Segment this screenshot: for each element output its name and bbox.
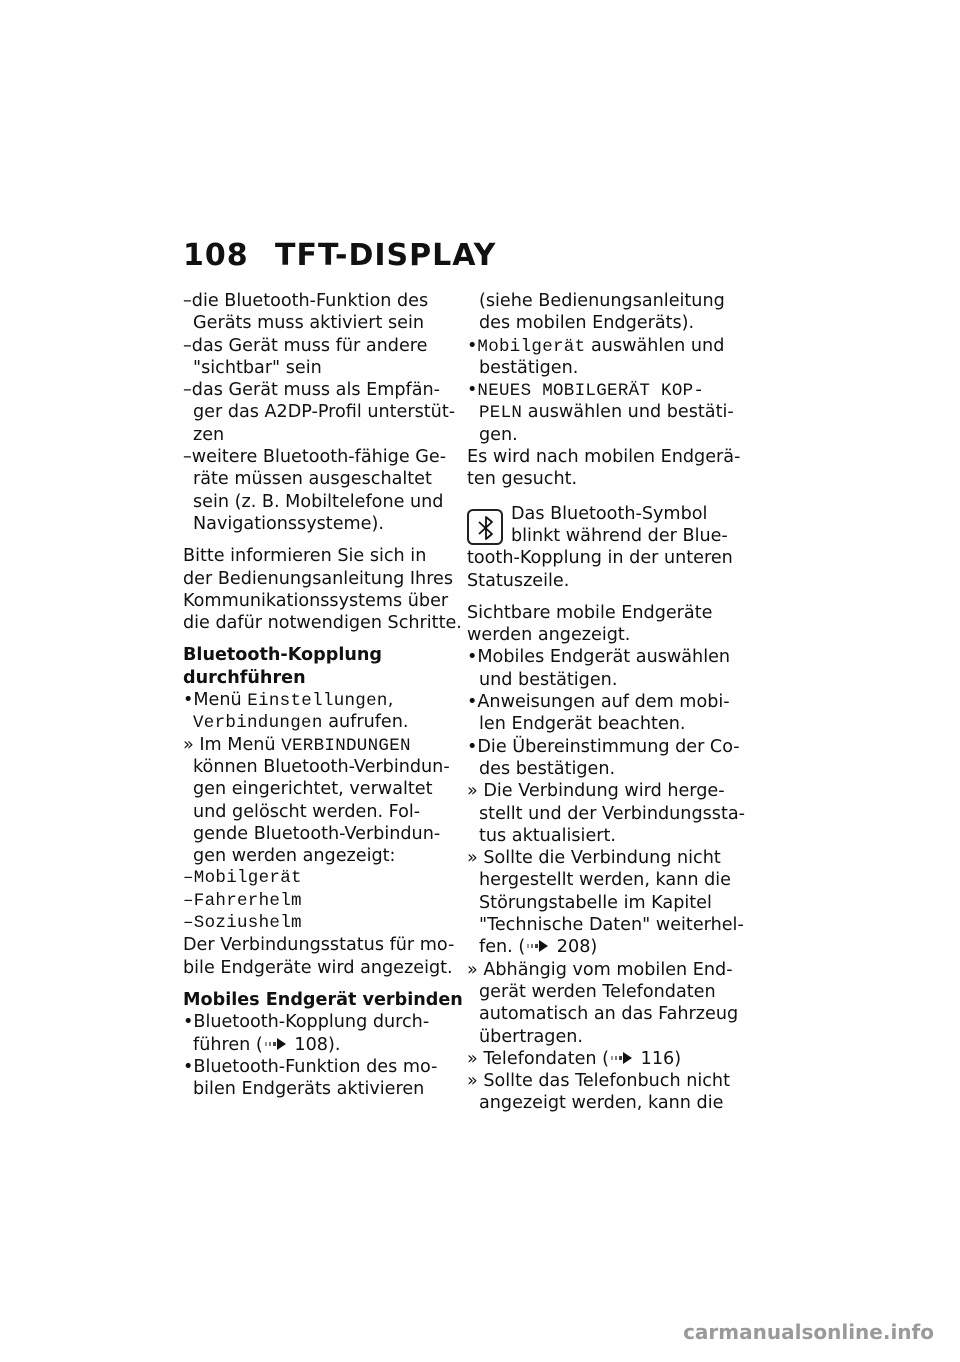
menu-option: –Mobilgerät xyxy=(183,868,302,889)
bluetooth-icon xyxy=(467,509,503,545)
result-text: » Im Menü xyxy=(183,734,282,755)
list-item: –das Gerät muss für andere xyxy=(183,335,428,356)
list-item: (siehe Bedienungsanleitung xyxy=(479,291,725,311)
list-item: » Abhängig vom mobilen End- xyxy=(467,959,733,980)
left-column xyxy=(183,290,463,1100)
paragraph-line: Sichtbare mobile Endgeräte xyxy=(467,602,713,623)
list-item: –die Bluetooth-Funktion des xyxy=(183,291,429,311)
arrow-right-icon xyxy=(611,1048,633,1070)
list-item xyxy=(467,1048,747,1070)
list-item: bestätigen. xyxy=(479,357,579,378)
menu-label: PELN xyxy=(479,403,523,424)
list-item: len Endgerät beachten. xyxy=(479,714,686,735)
list-item: und gelöscht werden. Fol- xyxy=(193,801,421,822)
section-heading: Bluetooth-Kopplung xyxy=(183,645,382,666)
page-number: 108 xyxy=(183,238,249,273)
list-item: –das Gerät muss als Empfän- xyxy=(183,380,441,401)
list-item: bilen Endgeräts aktivieren xyxy=(193,1079,425,1100)
list-item: des mobilen Endgeräts). xyxy=(479,313,695,334)
paragraph-line: Der Verbindungsstatus für mo- xyxy=(183,935,455,956)
page-reference: 108). xyxy=(288,1034,341,1055)
list-item: gende Bluetooth-Verbindun- xyxy=(193,823,441,844)
list-item: » Sollte die Verbindung nicht xyxy=(467,848,721,869)
list-item: sein (z. B. Mobiltelefone und xyxy=(193,491,444,512)
list-item: räte müssen ausgeschaltet xyxy=(193,469,432,490)
paragraph-line: werden angezeigt. xyxy=(467,625,631,646)
list-item: gen werden angezeigt: xyxy=(193,846,396,867)
menu-label: Verbindungen xyxy=(193,713,323,734)
list-item xyxy=(183,711,463,733)
page-title: TFT-DISPLAY xyxy=(275,238,497,273)
section-heading: durchführen xyxy=(183,667,306,688)
list-item xyxy=(183,734,463,756)
list-item: zen xyxy=(193,424,225,445)
list-item xyxy=(467,379,747,401)
list-item xyxy=(183,689,463,711)
paragraph-line: die dafür notwendigen Schritte. xyxy=(183,613,462,634)
list-item: angezeigt werden, kann die xyxy=(479,1093,724,1114)
paragraph-line: blinkt während der Blue- xyxy=(511,525,728,546)
paragraph-line: tooth-Kopplung in der unteren xyxy=(467,548,733,569)
bullet-text: aufrufen. xyxy=(322,712,409,733)
bullet-text: auswählen und bestäti- xyxy=(522,402,734,423)
list-item: gen. xyxy=(479,424,518,445)
list-item: ger das A2DP-Profil unterstüt- xyxy=(193,402,456,423)
list-item xyxy=(467,335,747,357)
list-item: stellt und der Verbindungssta- xyxy=(479,803,745,824)
right-column xyxy=(467,290,747,1115)
list-item: •Die Übereinstimmung der Co- xyxy=(467,736,740,757)
list-item: •Bluetooth-Funktion des mo- xyxy=(183,1056,438,1077)
bluetooth-note xyxy=(467,503,747,525)
list-item xyxy=(467,936,747,958)
list-item: •Bluetooth-Kopplung durch- xyxy=(183,1012,430,1033)
arrow-right-icon xyxy=(527,936,549,958)
list-item: » Sollte das Telefonbuch nicht xyxy=(467,1071,730,1092)
menu-option: –Soziushelm xyxy=(183,913,302,934)
bullet: • xyxy=(467,380,478,401)
paragraph-line: bile Endgeräte wird angezeigt. xyxy=(183,957,453,978)
bullet-text: •Menü xyxy=(183,690,248,711)
page-reference: 116) xyxy=(635,1048,682,1069)
list-item: "sichtbar" sein xyxy=(193,357,322,378)
list-item: des bestätigen. xyxy=(479,758,616,779)
paragraph-line: Es wird nach mobilen Endgerä- xyxy=(467,447,741,468)
list-item: gerät werden Telefondaten xyxy=(479,981,716,1002)
paragraph-line: Statuszeile. xyxy=(467,570,570,591)
bullet-text: führen ( xyxy=(193,1034,263,1055)
list-item: übertragen. xyxy=(479,1026,584,1047)
list-item: » Die Verbindung wird herge- xyxy=(467,781,725,802)
result-text: » Telefondaten ( xyxy=(467,1048,610,1069)
arrow-right-icon xyxy=(265,1034,287,1056)
bullet: • xyxy=(467,335,478,356)
list-item: hergestellt werden, kann die xyxy=(479,870,731,891)
watermark: carmanualsonline.info xyxy=(683,1320,934,1344)
list-item: "Technische Daten" weiterhel- xyxy=(479,915,744,936)
punctuation: , xyxy=(387,690,394,711)
paragraph-line: ten gesucht. xyxy=(467,469,578,490)
list-item: Störungstabelle im Kapitel xyxy=(479,892,712,913)
list-item: Navigationssysteme). xyxy=(193,513,384,534)
list-item xyxy=(467,401,747,423)
list-item xyxy=(183,1034,463,1056)
paragraph-line: Das Bluetooth-Symbol xyxy=(511,503,708,524)
list-item: gen eingerichtet, verwaltet xyxy=(193,779,433,800)
page-reference: 208) xyxy=(551,937,598,958)
list-item: –weitere Bluetooth-fähige Ge- xyxy=(183,447,447,468)
list-item: tus aktualisiert. xyxy=(479,825,616,846)
list-item: können Bluetooth-Verbindun- xyxy=(193,756,450,777)
menu-label: VERBINDUNGEN xyxy=(281,735,411,756)
section-heading: Mobiles Endgerät verbinden xyxy=(183,989,463,1010)
bullet-text: auswählen und xyxy=(585,335,725,356)
list-item: Geräts muss aktiviert sein xyxy=(193,313,424,334)
page-header xyxy=(183,238,496,273)
paragraph-line: Bitte informieren Sie sich in xyxy=(183,546,427,567)
menu-label: NEUES MOBILGERÄT KOP- xyxy=(477,381,705,402)
paragraph-line: Kommunikationssystems über xyxy=(183,590,449,611)
menu-label: Einstellungen xyxy=(247,691,388,712)
list-item: und bestätigen. xyxy=(479,669,618,690)
list-item: automatisch an das Fahrzeug xyxy=(479,1004,739,1025)
list-item: •Anweisungen auf dem mobi- xyxy=(467,692,730,713)
bullet-text: fen. ( xyxy=(479,937,526,958)
menu-option: –Fahrerhelm xyxy=(183,890,302,911)
paragraph-line: der Bedienungsanleitung Ihres xyxy=(183,568,454,589)
menu-label: Mobilgerät xyxy=(477,336,586,357)
list-item: •Mobiles Endgerät auswählen xyxy=(467,647,731,668)
